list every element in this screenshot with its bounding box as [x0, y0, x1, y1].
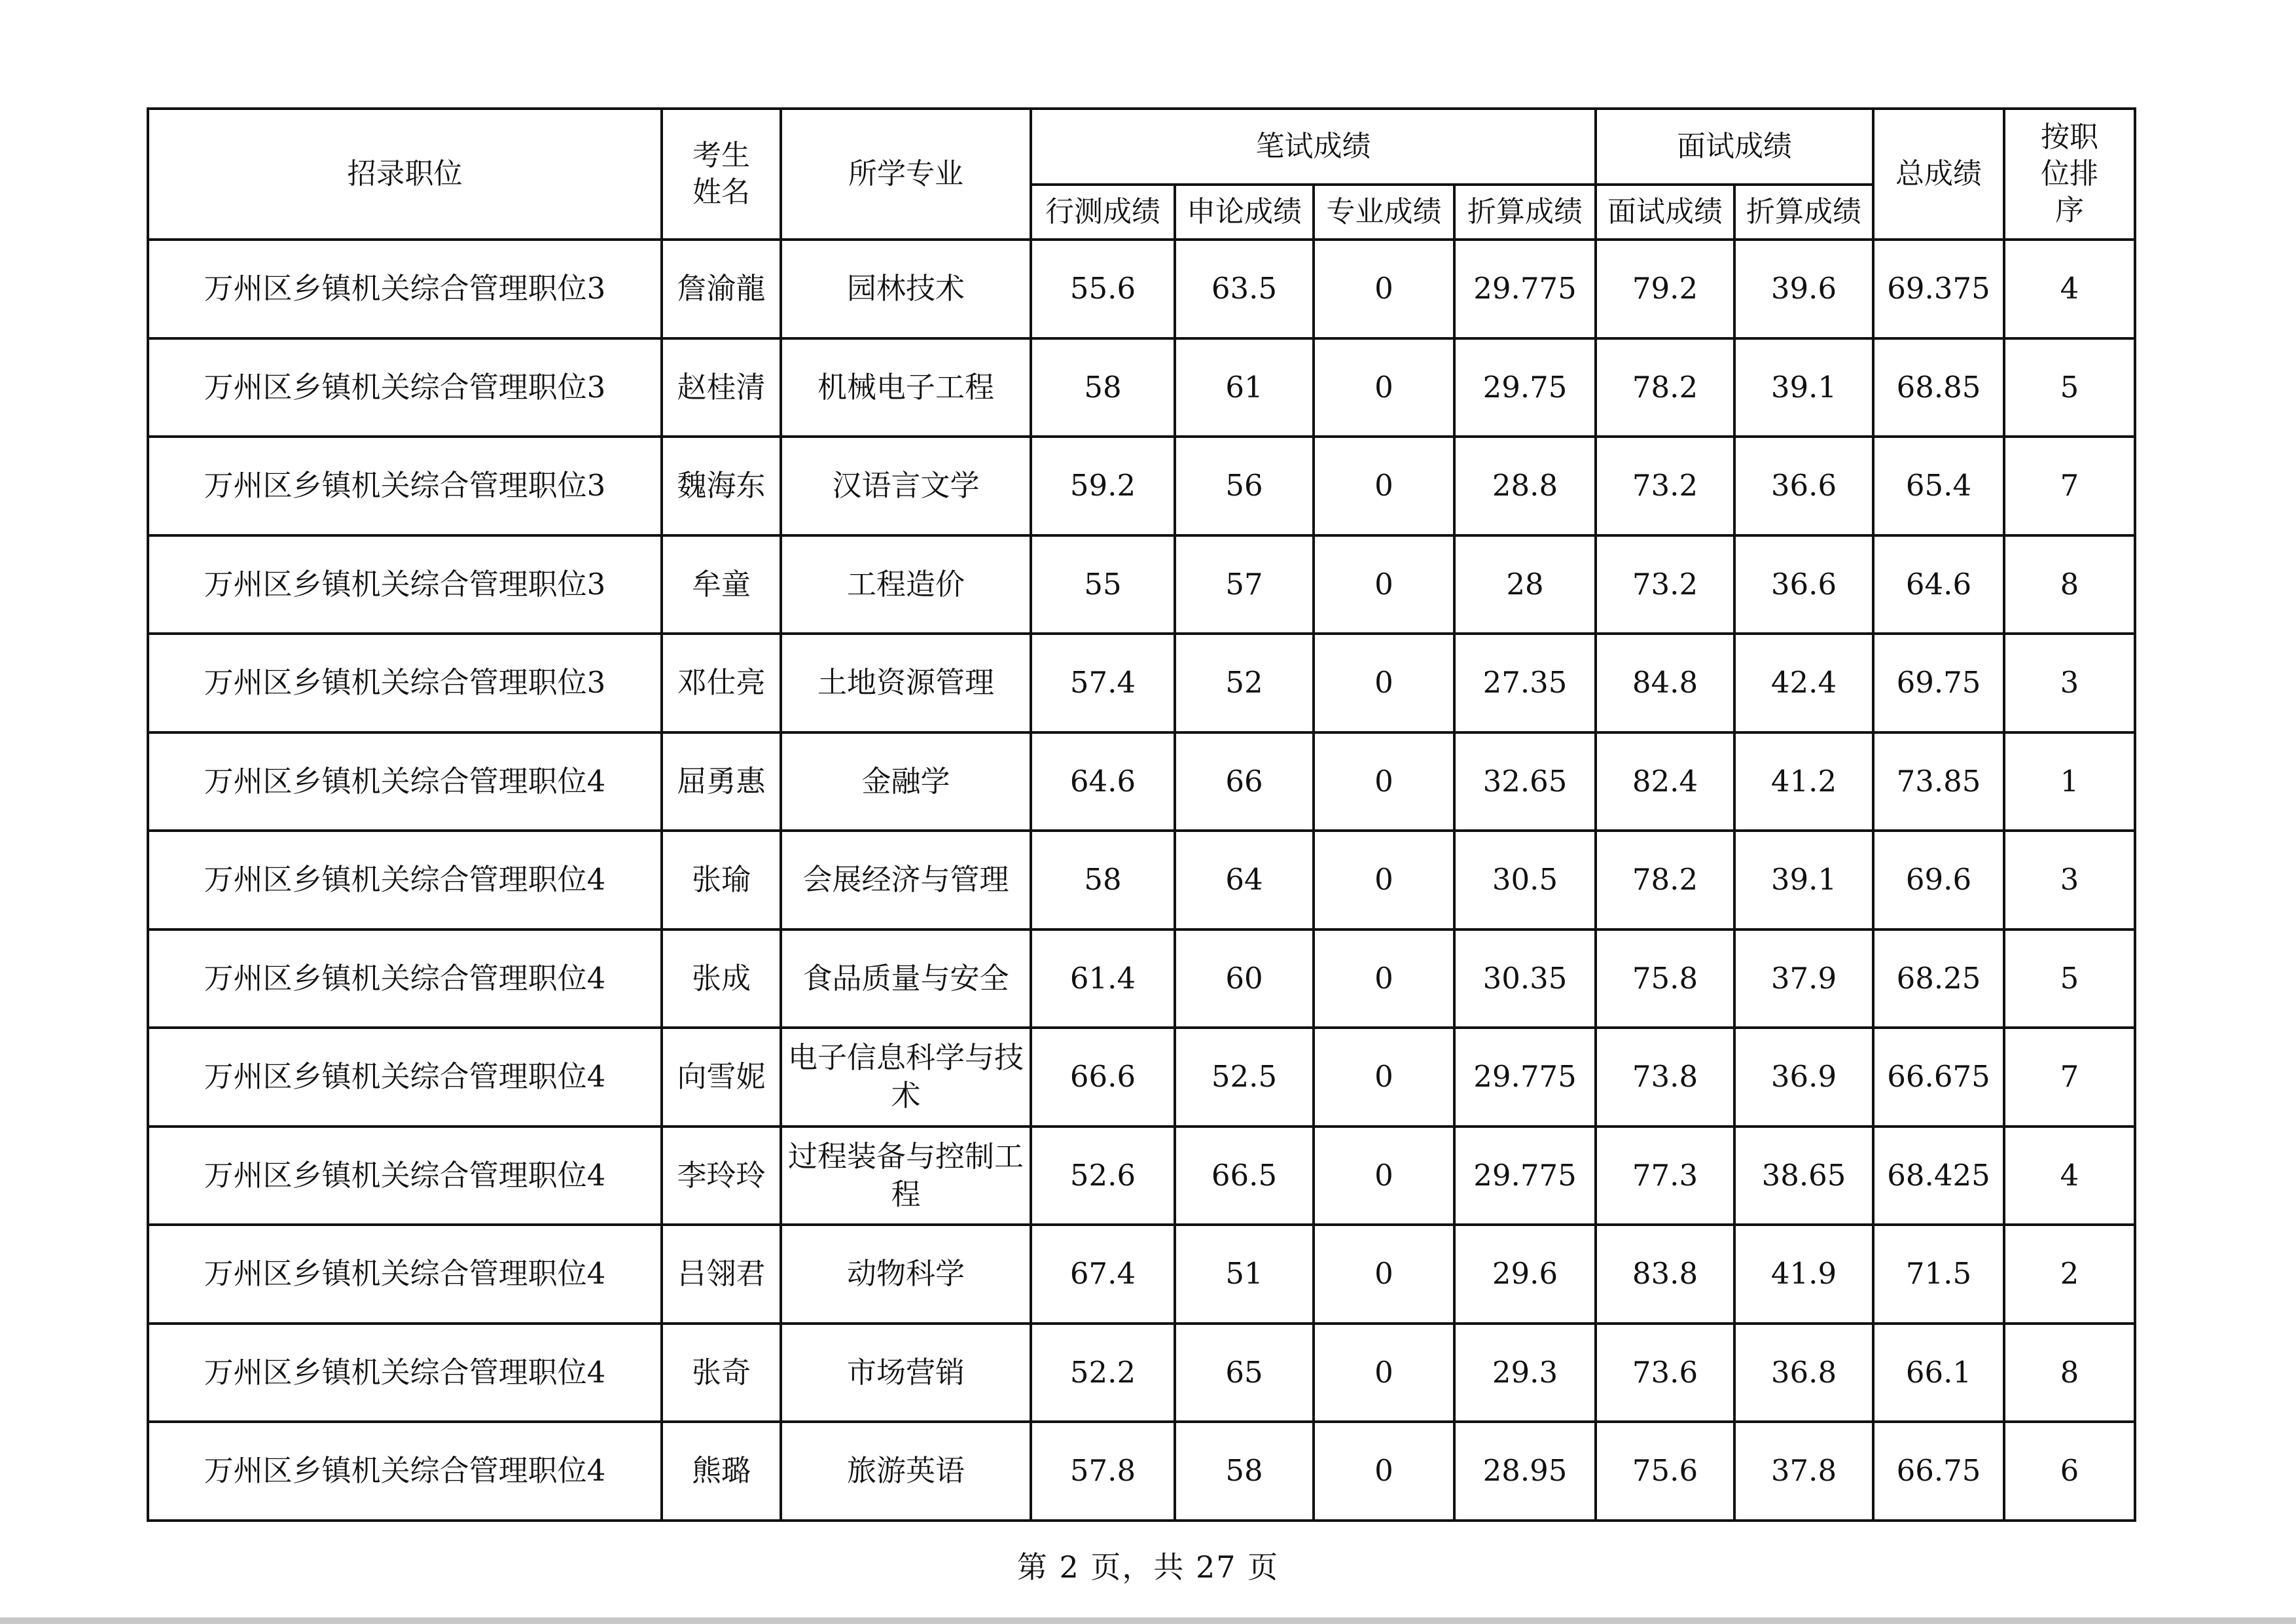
cell-rank: 1	[2004, 732, 2135, 831]
cell-rank: 6	[2004, 1422, 2135, 1521]
cell-name: 熊璐	[662, 1422, 781, 1521]
cell-rank: 8	[2004, 535, 2135, 634]
cell-zhuanye: 0	[1314, 732, 1454, 831]
cell-name: 吕翎君	[662, 1225, 781, 1324]
cell-rank: 3	[2004, 831, 2135, 929]
cell-shenlun: 58	[1175, 1422, 1314, 1521]
cell-interview: 82.4	[1596, 732, 1734, 831]
cell-position: 万州区乡镇机关综合管理职位3	[148, 240, 662, 338]
cell-major: 电子信息科学与技术	[781, 1028, 1031, 1127]
cell-position: 万州区乡镇机关综合管理职位4	[148, 929, 662, 1028]
cell-shenlun: 52.5	[1175, 1028, 1314, 1127]
table-row	[148, 437, 2135, 535]
table-row	[148, 929, 2135, 1028]
cell-interview-zhesuan: 41.2	[1734, 732, 1873, 831]
header-written-zhuanye: 专业成绩	[1314, 185, 1454, 240]
cell-xingce: 61.4	[1031, 929, 1175, 1028]
cell-total: 73.85	[1873, 732, 2004, 831]
cell-major: 旅游英语	[781, 1422, 1031, 1521]
cell-total: 65.4	[1873, 437, 2004, 535]
cell-xingce: 64.6	[1031, 732, 1175, 831]
cell-zhuanye: 0	[1314, 240, 1454, 338]
cell-total: 66.675	[1873, 1028, 2004, 1127]
cell-interview-zhesuan: 36.6	[1734, 535, 1873, 634]
cell-zhuanye: 0	[1314, 535, 1454, 634]
cell-shenlun: 66.5	[1175, 1127, 1314, 1225]
cell-xingce: 55.6	[1031, 240, 1175, 338]
cell-interview: 78.2	[1596, 338, 1734, 437]
header-written-zhesuan: 折算成绩	[1454, 185, 1596, 240]
cell-zhuanye: 0	[1314, 1225, 1454, 1324]
cell-written-zhesuan: 29.75	[1454, 338, 1596, 437]
cell-interview-zhesuan: 36.9	[1734, 1028, 1873, 1127]
cell-position: 万州区乡镇机关综合管理职位4	[148, 1422, 662, 1521]
cell-rank: 4	[2004, 1127, 2135, 1225]
cell-position: 万州区乡镇机关综合管理职位4	[148, 1225, 662, 1324]
cell-position: 万州区乡镇机关综合管理职位4	[148, 1127, 662, 1225]
cell-xingce: 58	[1031, 831, 1175, 929]
cell-interview: 73.2	[1596, 535, 1734, 634]
cell-shenlun: 51	[1175, 1225, 1314, 1324]
page-bottom-edge	[0, 1617, 2296, 1624]
table-row	[148, 1422, 2135, 1521]
cell-zhuanye: 0	[1314, 437, 1454, 535]
cell-name: 张成	[662, 929, 781, 1028]
cell-position: 万州区乡镇机关综合管理职位3	[148, 535, 662, 634]
cell-interview-zhesuan: 39.6	[1734, 240, 1873, 338]
cell-major: 动物科学	[781, 1225, 1031, 1324]
cell-major: 汉语言文学	[781, 437, 1031, 535]
cell-written-zhesuan: 29.775	[1454, 1127, 1596, 1225]
cell-zhuanye: 0	[1314, 1127, 1454, 1225]
cell-position: 万州区乡镇机关综合管理职位4	[148, 732, 662, 831]
header-interview-score: 面试成绩	[1596, 185, 1734, 240]
cell-name: 牟童	[662, 535, 781, 634]
cell-written-zhesuan: 28	[1454, 535, 1596, 634]
cell-position: 万州区乡镇机关综合管理职位4	[148, 1324, 662, 1422]
score-table	[147, 107, 2136, 1522]
cell-rank: 7	[2004, 437, 2135, 535]
header-written-xingce: 行测成绩	[1031, 185, 1175, 240]
table-row	[148, 1324, 2135, 1422]
cell-xingce: 57.8	[1031, 1422, 1175, 1521]
cell-rank: 2	[2004, 1225, 2135, 1324]
cell-zhuanye: 0	[1314, 831, 1454, 929]
cell-position: 万州区乡镇机关综合管理职位4	[148, 831, 662, 929]
cell-rank: 7	[2004, 1028, 2135, 1127]
cell-interview: 73.6	[1596, 1324, 1734, 1422]
cell-zhuanye: 0	[1314, 1422, 1454, 1521]
header-interview-group: 面试成绩	[1596, 109, 1873, 185]
cell-total: 66.1	[1873, 1324, 2004, 1422]
cell-shenlun: 60	[1175, 929, 1314, 1028]
cell-total: 68.425	[1873, 1127, 2004, 1225]
table-row	[148, 1127, 2135, 1225]
cell-shenlun: 63.5	[1175, 240, 1314, 338]
header-name: 考生姓名	[662, 109, 781, 240]
header-interview-zhesuan: 折算成绩	[1734, 185, 1873, 240]
header-written-group: 笔试成绩	[1031, 109, 1596, 185]
cell-name: 张奇	[662, 1324, 781, 1422]
cell-shenlun: 57	[1175, 535, 1314, 634]
cell-position: 万州区乡镇机关综合管理职位3	[148, 634, 662, 732]
cell-interview: 83.8	[1596, 1225, 1734, 1324]
cell-interview: 75.6	[1596, 1422, 1734, 1521]
cell-written-zhesuan: 30.35	[1454, 929, 1596, 1028]
cell-interview: 79.2	[1596, 240, 1734, 338]
cell-written-zhesuan: 28.8	[1454, 437, 1596, 535]
cell-major: 园林技术	[781, 240, 1031, 338]
cell-interview-zhesuan: 38.65	[1734, 1127, 1873, 1225]
cell-major: 食品质量与安全	[781, 929, 1031, 1028]
cell-interview-zhesuan: 36.6	[1734, 437, 1873, 535]
cell-major: 金融学	[781, 732, 1031, 831]
cell-total: 64.6	[1873, 535, 2004, 634]
table-body	[148, 240, 2135, 1521]
cell-zhuanye: 0	[1314, 929, 1454, 1028]
table-row	[148, 1028, 2135, 1127]
cell-name: 屈勇惠	[662, 732, 781, 831]
page-number: 第 2 页，共 27 页	[1016, 1549, 1280, 1585]
cell-interview-zhesuan: 39.1	[1734, 831, 1873, 929]
cell-interview: 77.3	[1596, 1127, 1734, 1225]
cell-total: 69.75	[1873, 634, 2004, 732]
cell-total: 68.85	[1873, 338, 2004, 437]
cell-name: 邓仕亮	[662, 634, 781, 732]
cell-shenlun: 52	[1175, 634, 1314, 732]
cell-interview-zhesuan: 37.8	[1734, 1422, 1873, 1521]
cell-xingce: 55	[1031, 535, 1175, 634]
cell-shenlun: 66	[1175, 732, 1314, 831]
cell-xingce: 52.6	[1031, 1127, 1175, 1225]
cell-xingce: 57.4	[1031, 634, 1175, 732]
table-row	[148, 1225, 2135, 1324]
table-row	[148, 634, 2135, 732]
cell-rank: 8	[2004, 1324, 2135, 1422]
cell-position: 万州区乡镇机关综合管理职位3	[148, 437, 662, 535]
table-row	[148, 732, 2135, 831]
cell-written-zhesuan: 32.65	[1454, 732, 1596, 831]
cell-zhuanye: 0	[1314, 1028, 1454, 1127]
cell-zhuanye: 0	[1314, 338, 1454, 437]
table-row	[148, 240, 2135, 338]
header-written-shenlun: 申论成绩	[1175, 185, 1314, 240]
cell-shenlun: 64	[1175, 831, 1314, 929]
cell-total: 66.75	[1873, 1422, 2004, 1521]
cell-zhuanye: 0	[1314, 634, 1454, 732]
cell-xingce: 67.4	[1031, 1225, 1175, 1324]
cell-xingce: 52.2	[1031, 1324, 1175, 1422]
cell-rank: 5	[2004, 338, 2135, 437]
cell-rank: 5	[2004, 929, 2135, 1028]
cell-name: 李玲玲	[662, 1127, 781, 1225]
cell-interview-zhesuan: 37.9	[1734, 929, 1873, 1028]
cell-major: 会展经济与管理	[781, 831, 1031, 929]
cell-major: 工程造价	[781, 535, 1031, 634]
cell-written-zhesuan: 29.775	[1454, 240, 1596, 338]
cell-interview: 75.8	[1596, 929, 1734, 1028]
cell-written-zhesuan: 28.95	[1454, 1422, 1596, 1521]
header-rank: 按职位排序	[2004, 109, 2135, 240]
cell-written-zhesuan: 29.775	[1454, 1028, 1596, 1127]
cell-interview-zhesuan: 42.4	[1734, 634, 1873, 732]
cell-interview: 84.8	[1596, 634, 1734, 732]
cell-total: 68.25	[1873, 929, 2004, 1028]
table-row	[148, 535, 2135, 634]
header-total: 总成绩	[1873, 109, 2004, 240]
cell-written-zhesuan: 30.5	[1454, 831, 1596, 929]
cell-written-zhesuan: 29.3	[1454, 1324, 1596, 1422]
cell-total: 69.375	[1873, 240, 2004, 338]
cell-total: 71.5	[1873, 1225, 2004, 1324]
cell-major: 机械电子工程	[781, 338, 1031, 437]
cell-interview: 78.2	[1596, 831, 1734, 929]
cell-shenlun: 61	[1175, 338, 1314, 437]
header-position: 招录职位	[148, 109, 662, 240]
cell-major: 过程装备与控制工程	[781, 1127, 1031, 1225]
cell-xingce: 66.6	[1031, 1028, 1175, 1127]
cell-name: 魏海东	[662, 437, 781, 535]
cell-interview: 73.8	[1596, 1028, 1734, 1127]
cell-zhuanye: 0	[1314, 1324, 1454, 1422]
cell-rank: 3	[2004, 634, 2135, 732]
cell-xingce: 58	[1031, 338, 1175, 437]
cell-rank: 4	[2004, 240, 2135, 338]
cell-position: 万州区乡镇机关综合管理职位4	[148, 1028, 662, 1127]
cell-name: 张瑜	[662, 831, 781, 929]
cell-major: 土地资源管理	[781, 634, 1031, 732]
cell-interview-zhesuan: 39.1	[1734, 338, 1873, 437]
table-header	[148, 109, 2135, 240]
cell-shenlun: 56	[1175, 437, 1314, 535]
cell-written-zhesuan: 29.6	[1454, 1225, 1596, 1324]
header-major: 所学专业	[781, 109, 1031, 240]
cell-name: 詹渝龍	[662, 240, 781, 338]
cell-name: 向雪妮	[662, 1028, 781, 1127]
cell-shenlun: 65	[1175, 1324, 1314, 1422]
cell-name: 赵桂清	[662, 338, 781, 437]
cell-interview-zhesuan: 36.8	[1734, 1324, 1873, 1422]
table-row	[148, 338, 2135, 437]
cell-position: 万州区乡镇机关综合管理职位3	[148, 338, 662, 437]
cell-written-zhesuan: 27.35	[1454, 634, 1596, 732]
cell-xingce: 59.2	[1031, 437, 1175, 535]
cell-interview-zhesuan: 41.9	[1734, 1225, 1873, 1324]
table-row	[148, 831, 2135, 929]
cell-total: 69.6	[1873, 831, 2004, 929]
cell-major: 市场营销	[781, 1324, 1031, 1422]
cell-interview: 73.2	[1596, 437, 1734, 535]
